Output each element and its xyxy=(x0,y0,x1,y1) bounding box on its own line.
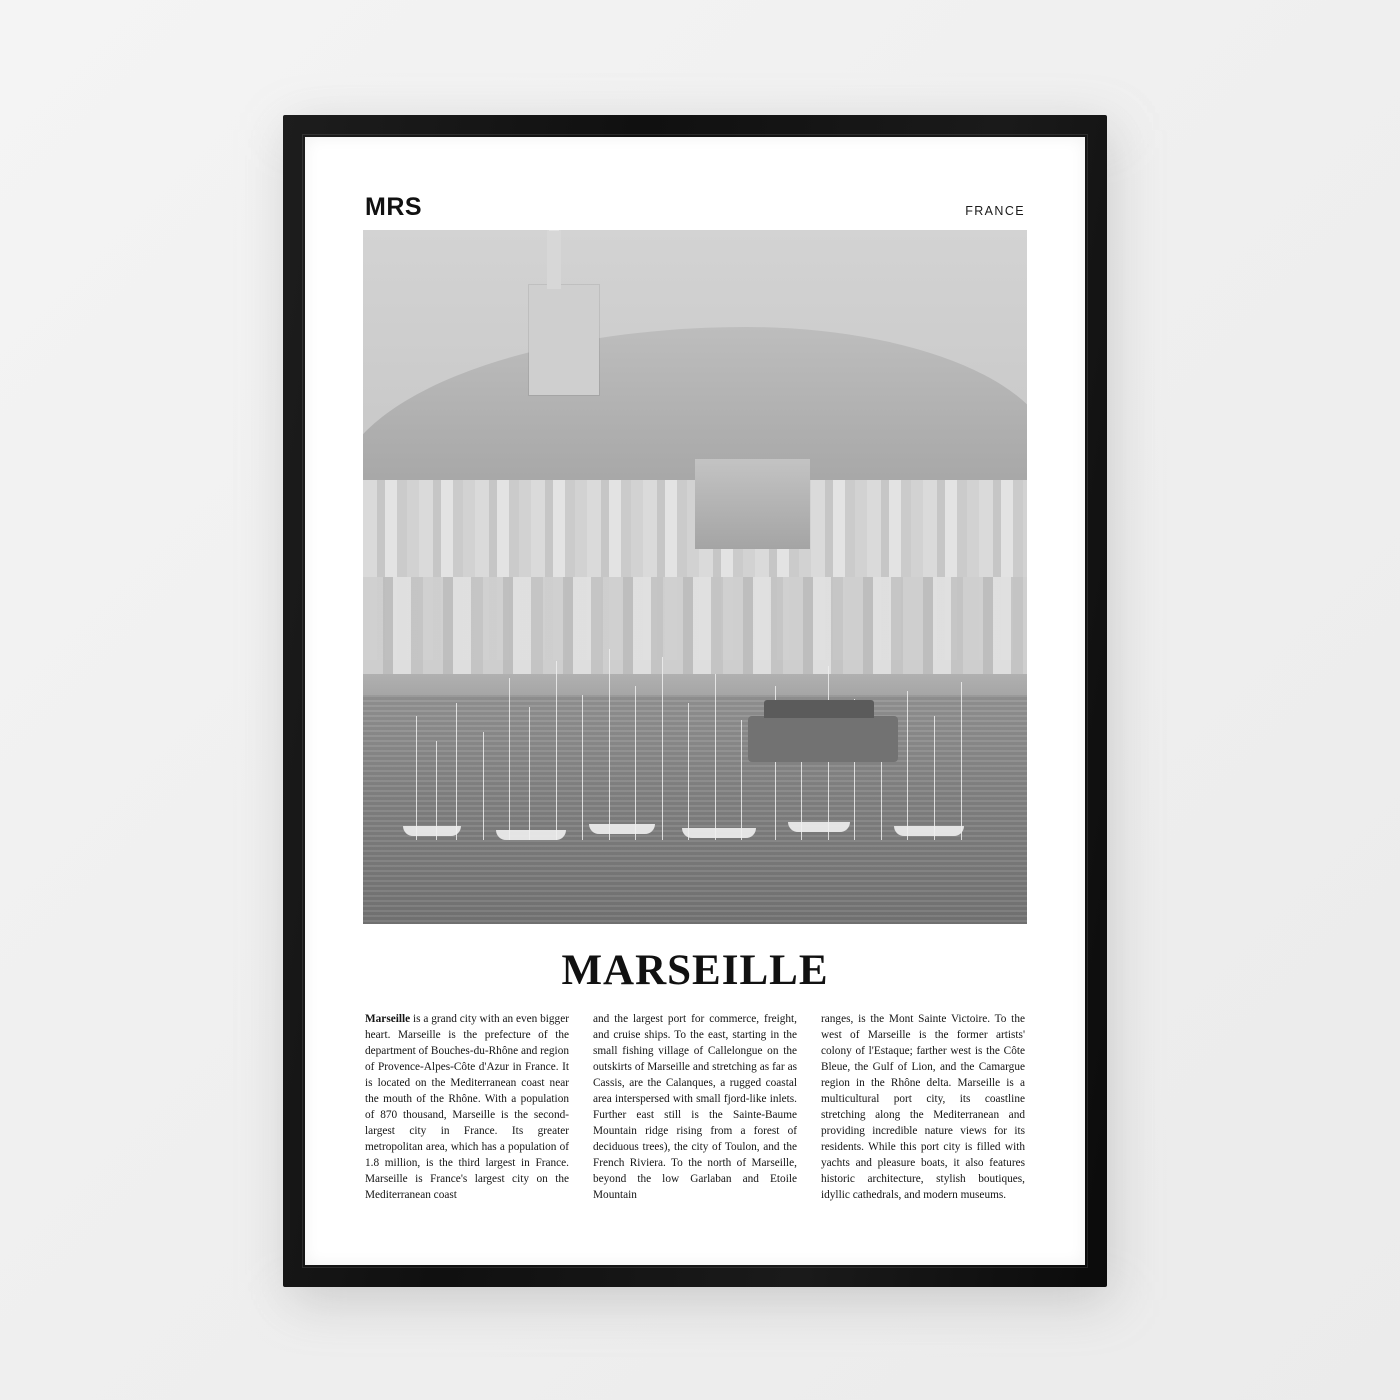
frame-mat xyxy=(305,137,1085,1265)
country-label: FRANCE xyxy=(965,204,1025,218)
column-text: and the largest port for commerce, freight, and cruise ships. To the east, starting in the small fishing village of Callelongue on the outskirts of Marseille and stretching as far as Cassis, are the Calanques, a rugged coastal area interspersed with small fjord-like inlets. Further east still is the Sainte-Baume Mountain ridge rising from a forest of deciduous trees), the city of Toulon, and the French Riviera. To the north of Marseille, beyond the low Garlaban and Etoile Mountain xyxy=(593,1012,797,1201)
basilica-icon xyxy=(529,285,599,395)
fort-building xyxy=(695,459,810,549)
picture-frame xyxy=(283,115,1107,1287)
description-column-2 xyxy=(593,1011,797,1203)
column-text: is a grand city with an even bigger heart. Marseille is the prefecture of the department of Bouches-du-Rhône and region of Provence-Alpes-Côte d'Azur in France. It is located on the Mediterranean coast near the mouth of the Rhône. With a population of 870 thousand, Marseille is the second-largest city in France. Its greater metropolitan area, which has a population of 1.8 million, is the third largest in France. Marseille is France's largest city on the Mediterranean coast xyxy=(365,1012,569,1201)
description-columns xyxy=(363,1011,1027,1203)
poster-header xyxy=(363,193,1027,230)
column-text: ranges, is the Mont Sainte Victoire. To the west of Marseille is the former artists' colony of l'Estaque; farther west is the Côte Bleue, the Gulf of Lion, and the Camargue region in the Rhône delta. Marseille is a multicultural port city, its coastline stretching along the Mediterranean and providing incredible nature views for its residents. While this port city is filled with yachts and pleasure boats, it also features historic architecture, stylish boutiques, idyllic cathedrals, and modern museums. xyxy=(821,1012,1025,1201)
lead-word: Marseille xyxy=(365,1012,411,1025)
description-column-1 xyxy=(365,1011,569,1203)
page-title: MARSEILLE xyxy=(561,946,829,994)
description-column-3 xyxy=(821,1011,1025,1203)
airport-code: MRS xyxy=(365,193,423,221)
sailboats-group xyxy=(363,632,1027,840)
ferry-boat xyxy=(748,716,898,762)
poster-artwork xyxy=(363,193,1027,1203)
marseille-photo xyxy=(363,230,1027,924)
